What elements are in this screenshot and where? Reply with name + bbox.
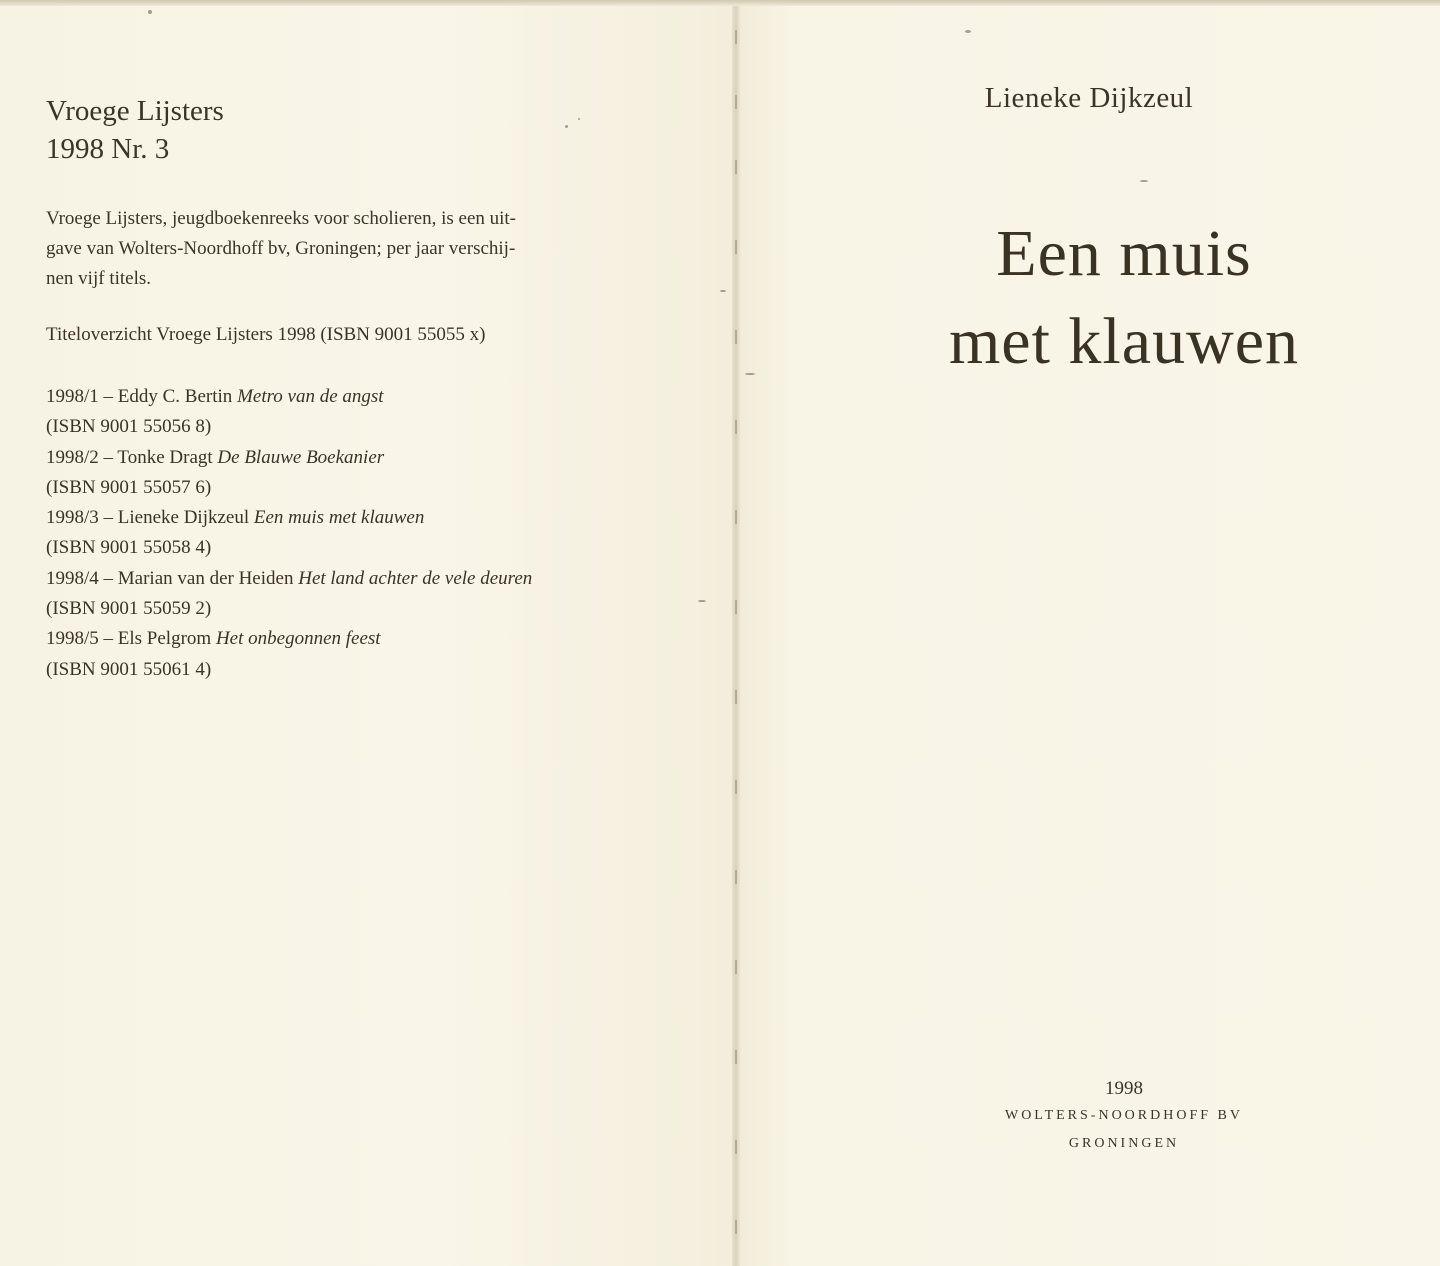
series-description	[46, 204, 666, 294]
gutter-mark	[735, 780, 737, 794]
entry-isbn: (ISBN 9001 55061 4)	[46, 658, 212, 680]
list-item	[46, 503, 666, 564]
gutter-mark	[735, 960, 737, 974]
entry-title: Het onbegonnen feest	[215, 628, 381, 650]
series-title-line: 1998 Nr. 3	[46, 133, 170, 165]
description-line: gave van Wolters-Noordhoff bv, Groningen; per jaar verschij-	[46, 238, 516, 259]
publisher-city: GRONINGEN	[1068, 1136, 1180, 1151]
description-line: Vroege Lijsters, jeugdboekenreeks voor scholieren, is een uit-	[46, 208, 517, 229]
gutter-mark	[735, 600, 737, 614]
entry-prefix: 1998/5 – Els Pelgrom	[46, 628, 216, 650]
entry-prefix: 1998/3 – Lieneke Dijkzeul	[46, 507, 254, 529]
gutter-mark	[735, 95, 737, 109]
book-title	[738, 210, 1440, 386]
paper-speck	[698, 600, 706, 602]
list-item	[46, 564, 666, 625]
gutter-mark	[735, 690, 737, 704]
gutter-mark	[735, 330, 737, 344]
entry-title: De Blauwe Boekanier	[217, 446, 385, 468]
paper-speck	[148, 10, 152, 14]
entry-isbn: (ISBN 9001 55056 8)	[46, 416, 212, 438]
gutter-mark	[735, 420, 737, 434]
entry-prefix: 1998/4 – Marian van der Heiden	[46, 567, 299, 589]
publisher-name: WOLTERS-NOORDHOFF BV	[1004, 1108, 1243, 1123]
entry-title: Metro van de angst	[237, 386, 384, 407]
gutter-mark	[735, 1140, 737, 1154]
list-item	[46, 443, 666, 504]
gutter-mark	[735, 160, 737, 174]
gutter-mark	[735, 240, 737, 254]
title-overview: Titeloverzicht Vroege Lijsters 1998 (ISBN 9001 55055 x)	[46, 324, 486, 345]
gutter-mark	[735, 510, 737, 524]
list-item	[46, 624, 666, 685]
titles-list	[46, 382, 666, 685]
entry-prefix: 1998/2 – Tonke Dragt	[46, 446, 218, 468]
entry-title: Een muis met klauwen	[253, 507, 425, 529]
series-title	[46, 92, 666, 168]
left-page-content	[46, 92, 666, 685]
entry-title: Het land achter de vele deuren	[298, 567, 533, 589]
list-item	[46, 382, 666, 443]
book-title-line: Een muis	[996, 217, 1252, 290]
gutter-mark	[735, 1050, 737, 1064]
publication-year: 1998	[1105, 1078, 1143, 1099]
title-page-content	[738, 0, 1440, 1266]
description-line: nen vijf titels.	[46, 268, 152, 289]
gutter-mark	[735, 1220, 737, 1234]
entry-isbn: (ISBN 9001 55057 6)	[46, 476, 212, 498]
entry-isbn: (ISBN 9001 55058 4)	[46, 537, 212, 559]
paper-speck	[720, 290, 726, 292]
book-title-line: met klauwen	[948, 305, 1300, 378]
publisher-imprint	[738, 1076, 1440, 1158]
gutter-mark	[735, 870, 737, 884]
entry-prefix: 1998/1 – Eddy C. Bertin	[46, 386, 238, 407]
author-name: Lieneke Dijkzeul	[984, 82, 1194, 114]
series-title-line: Vroege Lijsters	[46, 95, 224, 127]
entry-isbn: (ISBN 9001 55059 2)	[46, 598, 212, 620]
gutter-mark	[735, 30, 737, 44]
